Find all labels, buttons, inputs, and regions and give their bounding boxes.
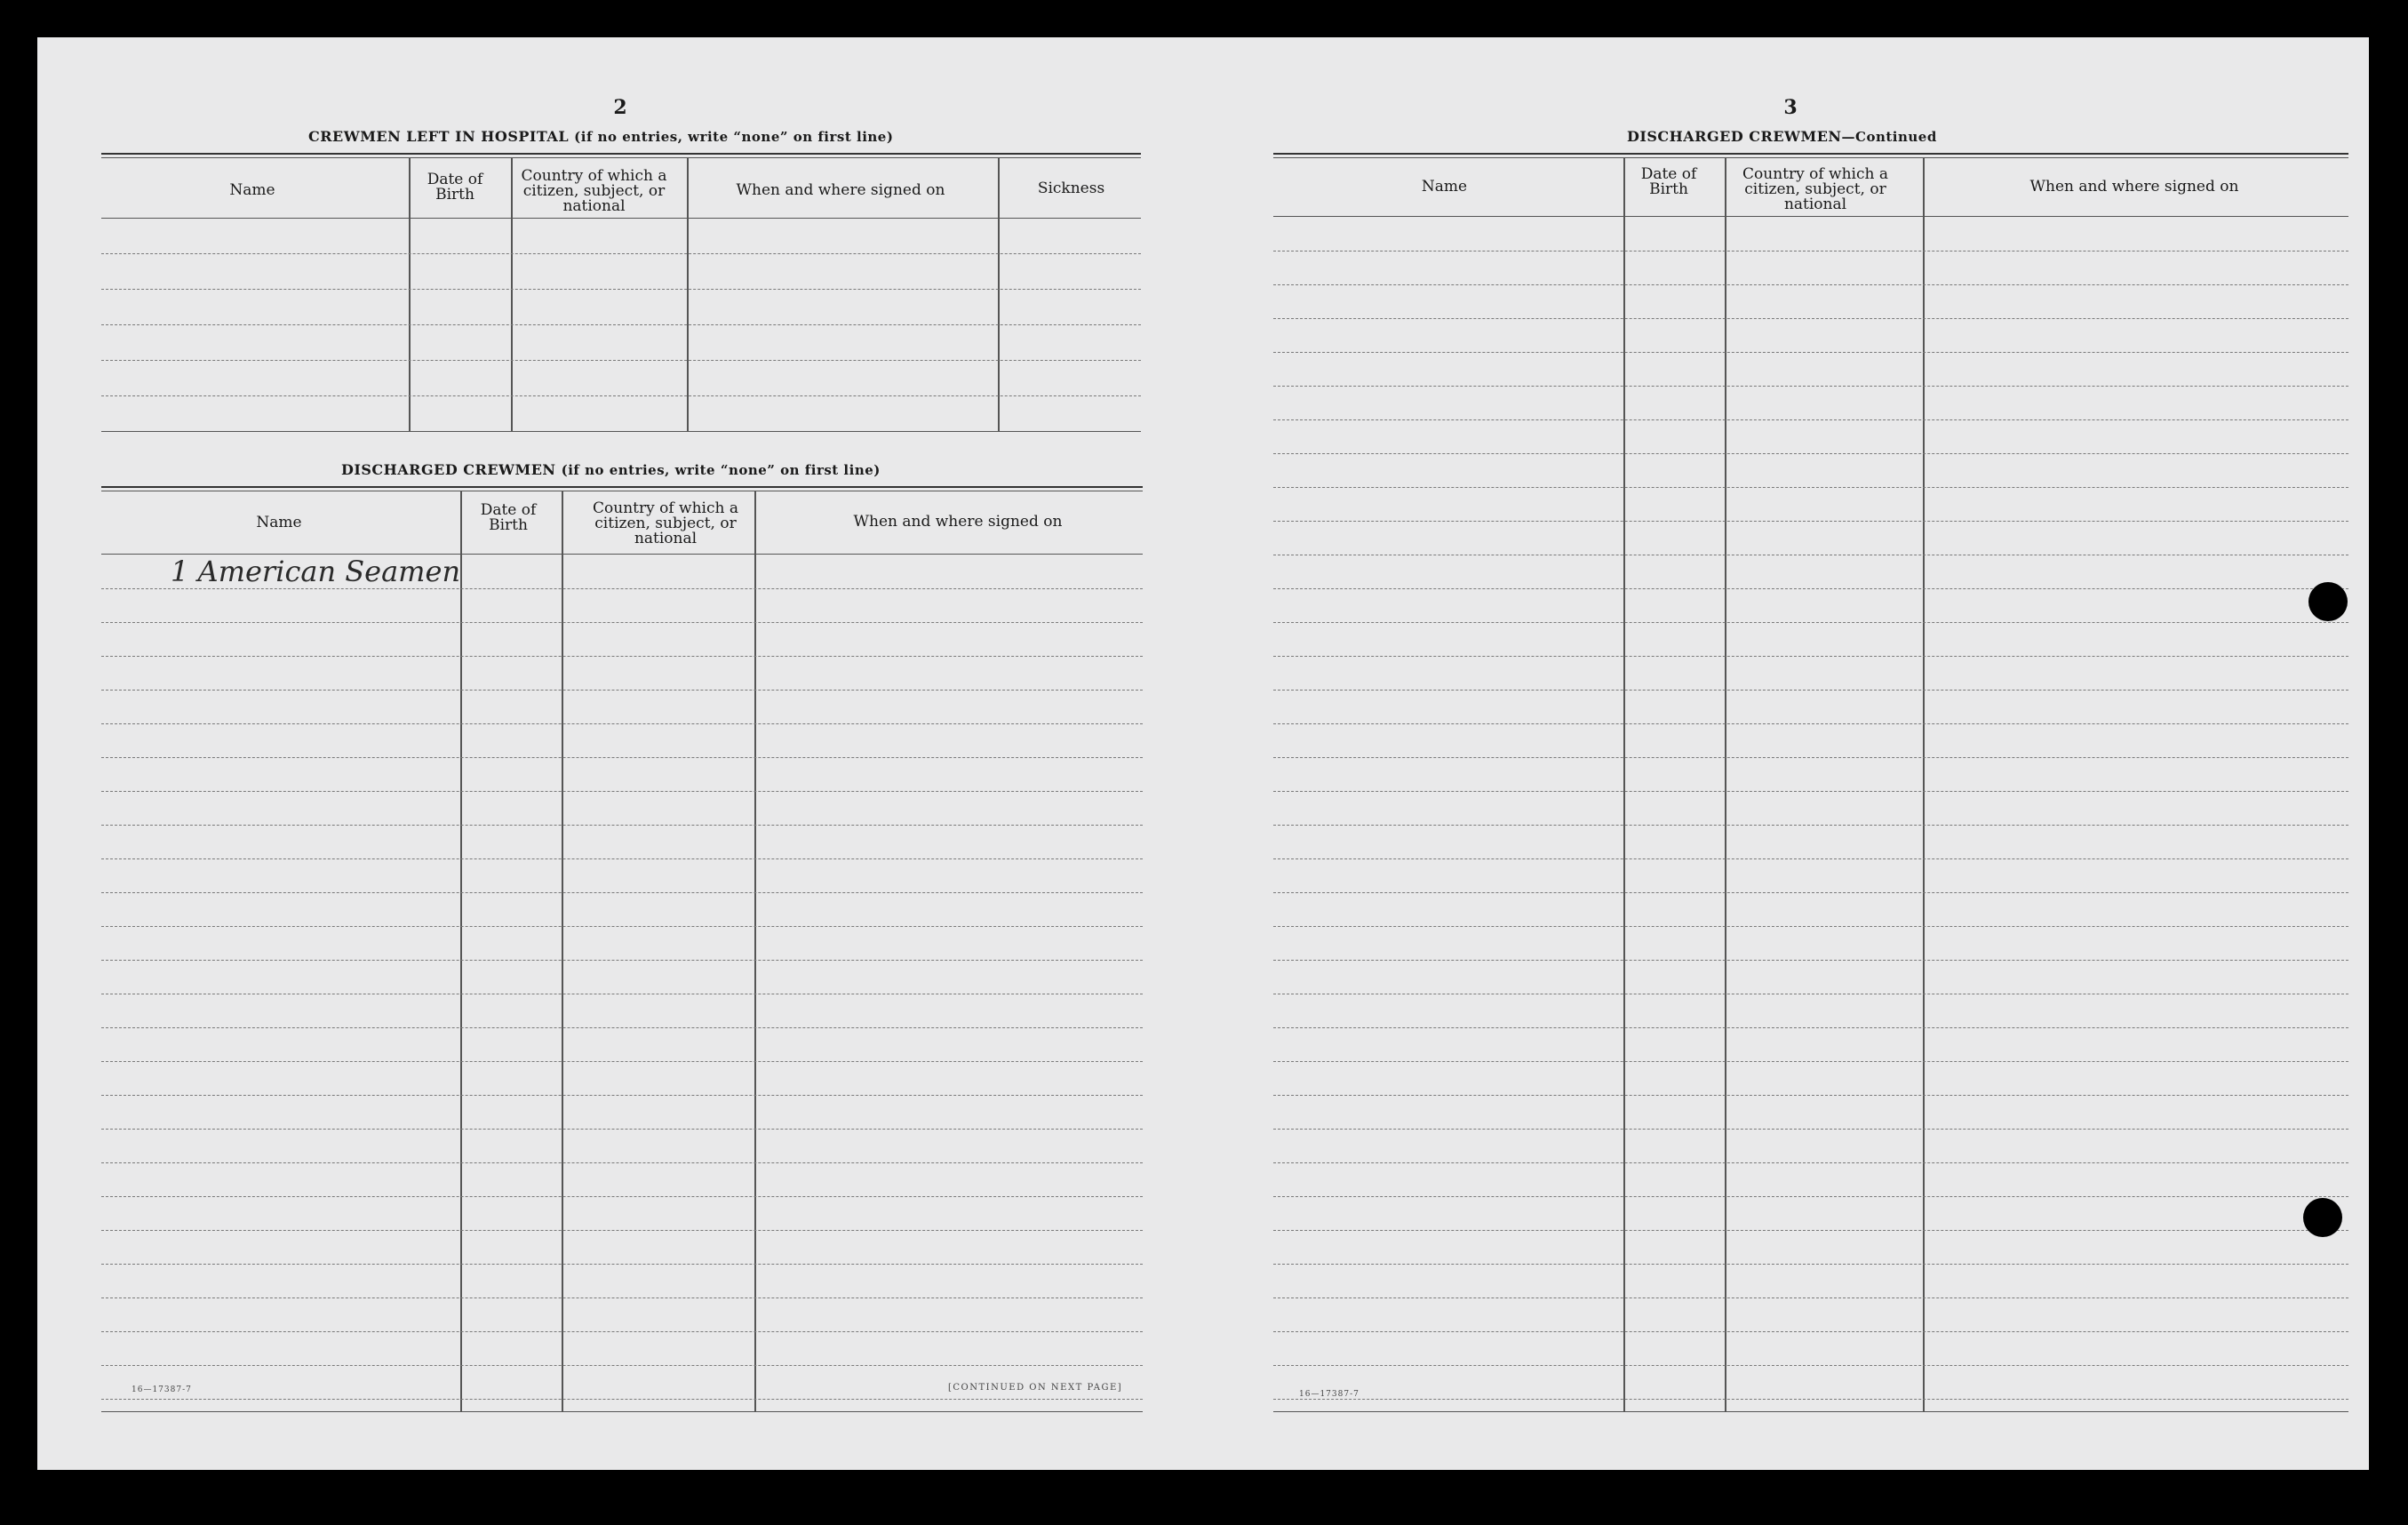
ruled-line [1273, 1365, 2348, 1366]
ruled-line [1273, 352, 2348, 353]
ruled-line [1273, 521, 2348, 522]
ruled-line [1273, 656, 2348, 657]
hospital-col-sickness: Sickness [1037, 180, 1105, 197]
ruled-line [101, 1129, 1143, 1130]
right-col-name: Name [1421, 178, 1468, 196]
discharged-col-signed-on: When and where signed on [853, 513, 1063, 531]
ruled-line [1273, 1129, 2348, 1130]
ruled-line [101, 926, 1143, 927]
ruled-line [101, 960, 1143, 961]
document-sheet [37, 37, 2369, 1470]
ruled-line [1273, 960, 2348, 961]
ruled-line [101, 1027, 1143, 1028]
ruled-line [101, 656, 1143, 657]
right-title-text: DISCHARGED CREWMEN [1627, 128, 1842, 145]
right-col-dob: Date of Birth [1640, 165, 1697, 198]
ruled-line [101, 1365, 1143, 1366]
ruled-line [101, 1095, 1143, 1096]
ruled-line [101, 723, 1143, 724]
ruled-line [1273, 1264, 2348, 1265]
left-page-number: 2 [613, 96, 627, 119]
right-title-suffix: —Continued [1841, 129, 1937, 145]
ruled-line [1273, 690, 2348, 691]
ruled-line [1273, 588, 2348, 589]
punch-hole-bottom [2303, 1198, 2342, 1237]
hospital-col-dob: Date of Birth [427, 171, 483, 204]
ruled-line [1273, 723, 2348, 724]
ruled-line [1273, 453, 2348, 454]
ruled-line [1273, 926, 2348, 927]
ruled-line [101, 1196, 1143, 1197]
ruled-line [101, 622, 1143, 623]
ruled-line [1273, 284, 2348, 285]
ruled-line [101, 1061, 1143, 1062]
left-form-number: 16—17387-7 [132, 1385, 192, 1394]
hospital-col-name: Name [229, 181, 275, 199]
ruled-line [101, 791, 1143, 792]
ruled-line [101, 757, 1143, 758]
ruled-line [1273, 1196, 2348, 1197]
discharged-col-dob: Date of Birth [480, 501, 537, 534]
ruled-line [1273, 386, 2348, 387]
right-form-number: 16—17387-7 [1299, 1390, 1359, 1399]
right-col-signed-on: When and where signed on [2029, 178, 2239, 196]
discharged-col-name: Name [256, 514, 302, 531]
ruled-line [1273, 1027, 2348, 1028]
right-col-country: Country of which a citizen, subject, or national [1742, 165, 1888, 213]
ruled-line [1273, 1230, 2348, 1231]
ruled-line [1273, 1061, 2348, 1062]
ruled-line [1273, 487, 2348, 488]
ruled-line [101, 1230, 1143, 1231]
ruled-line [1273, 1095, 2348, 1096]
ruled-line [101, 1297, 1143, 1298]
punch-hole-top [2308, 582, 2348, 621]
ruled-line [1273, 251, 2348, 252]
ruled-line [1273, 892, 2348, 893]
ruled-line [101, 1331, 1143, 1332]
ruled-line [101, 588, 1143, 589]
continued-note: [CONTINUED ON NEXT PAGE] [948, 1383, 1123, 1393]
ruled-line [101, 690, 1143, 691]
ruled-line [1273, 1399, 2348, 1400]
hospital-title-text: CREWMEN LEFT IN HOSPITAL [308, 128, 570, 145]
ruled-line [1273, 419, 2348, 420]
right-page-number: 3 [1783, 96, 1798, 119]
ruled-line [1273, 1297, 2348, 1298]
ruled-line [1273, 825, 2348, 826]
ruled-line [1273, 1162, 2348, 1163]
hospital-instruction: (if no entries, write “none” on first line) [574, 129, 894, 145]
discharged-col-country: Country of which a citizen, subject, or national [593, 499, 738, 547]
right-section-title [1627, 128, 1937, 145]
hospital-col-country: Country of which a citizen, subject, or national [521, 167, 667, 215]
ruled-line [101, 825, 1143, 826]
ruled-line [1273, 757, 2348, 758]
discharged-section-title [341, 461, 881, 478]
ruled-line [101, 892, 1143, 893]
ruled-line [1273, 622, 2348, 623]
ruled-line [1273, 318, 2348, 319]
ruled-line [101, 858, 1143, 859]
ruled-line [101, 1264, 1143, 1265]
hospital-col-signed-on: When and where signed on [736, 181, 945, 199]
hospital-section-title [308, 128, 893, 145]
discharged-instruction: (if no entries, write “none” on first line) [561, 462, 881, 478]
ruled-line [1273, 858, 2348, 859]
ruled-line [1273, 1331, 2348, 1332]
ruled-line [101, 1399, 1143, 1400]
discharged-title-text: DISCHARGED CREWMEN [341, 461, 556, 478]
ruled-line [101, 1162, 1143, 1163]
handwritten-entry: 1 American Seamen [171, 555, 461, 588]
ruled-line [1273, 791, 2348, 792]
